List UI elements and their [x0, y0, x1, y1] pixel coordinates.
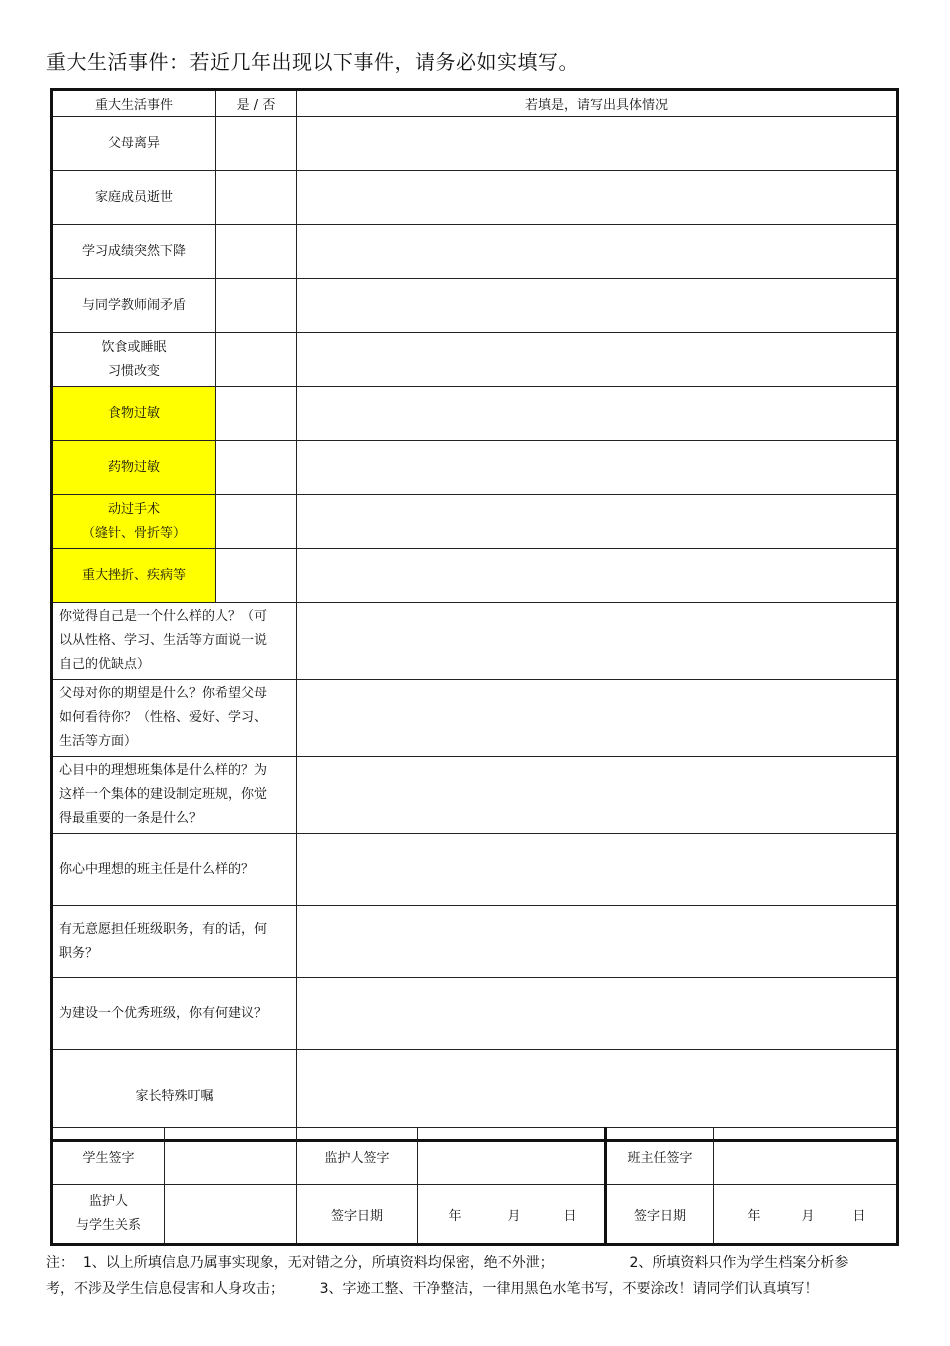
answer-field[interactable] [297, 680, 898, 757]
yes-no-field[interactable] [216, 333, 297, 387]
details-field[interactable] [297, 279, 898, 333]
question-line: 你心中理想的班主任是什么样的？ [59, 861, 255, 877]
yes-no-field[interactable] [216, 549, 297, 603]
event-row [52, 549, 898, 603]
question-row [52, 834, 898, 906]
yes-no-field[interactable] [216, 117, 297, 171]
guardian-sign-field[interactable] [418, 1128, 606, 1185]
relation-label-line1: 监护人 [88, 1194, 128, 1209]
event-row [52, 225, 898, 279]
yes-no-field[interactable] [216, 279, 297, 333]
question-line: 得最重要的一条是什么？ [59, 811, 203, 826]
question-label [52, 757, 297, 834]
footnote-line1: 注： 1、以上所填信息乃属事实现象，无对错之分，所填资料均保密，绝不外泄； 2、所填资料只作为学生档案分析参 [46, 1255, 849, 1271]
event-label [52, 171, 216, 225]
header-details: 若填是，请写出具体情况 [297, 90, 898, 117]
event-label [52, 225, 216, 279]
question-line: 生活等方面） [59, 734, 138, 749]
life-events-table [50, 88, 899, 1142]
question-line: 职务？ [59, 945, 99, 961]
event-row [52, 387, 898, 441]
event-label [52, 549, 216, 603]
month-label: 月 [507, 1208, 521, 1224]
question-row [52, 906, 898, 978]
question-line: 你觉得自己是一个什么样的人？（可 [59, 609, 268, 624]
answer-field[interactable] [297, 978, 898, 1050]
details-field[interactable] [297, 549, 898, 603]
year-label: 年 [747, 1208, 761, 1224]
table-header-row [52, 90, 898, 117]
date-field-teacher[interactable] [714, 1185, 898, 1245]
header-event: 重大生活事件 [52, 90, 216, 117]
date-row [52, 1185, 898, 1245]
yes-no-field[interactable] [216, 225, 297, 279]
answer-field[interactable] [297, 603, 898, 680]
event-label-line: 父母离异 [107, 135, 160, 151]
details-field[interactable] [297, 441, 898, 495]
question-label [52, 680, 297, 757]
relation-field[interactable] [165, 1185, 297, 1245]
relation-label-line2: 与学生关系 [75, 1218, 141, 1233]
teacher-sign-field[interactable] [714, 1128, 898, 1185]
question-label [52, 906, 297, 978]
relation-label [52, 1185, 165, 1245]
question-line: 父母对你的期望是什么？你希望父母 [59, 686, 268, 701]
event-label-line: 食物过敏 [107, 405, 160, 421]
question-line: 这样一个集体的建设制定班规，你觉 [59, 787, 268, 802]
details-field[interactable] [297, 225, 898, 279]
teacher-sign-label: 班主任签字 [606, 1128, 714, 1185]
footnote [46, 1250, 904, 1302]
event-row [52, 171, 898, 225]
details-field[interactable] [297, 387, 898, 441]
question-row [52, 978, 898, 1050]
event-label [52, 387, 216, 441]
event-row [52, 441, 898, 495]
question-label [52, 603, 297, 680]
student-sign-label: 学生签字 [52, 1128, 165, 1185]
date-label-teacher: 签字日期 [606, 1185, 714, 1245]
footnote-line2: 考，不涉及学生信息侵害和人身攻击； 3、字迹工整、干净整洁，一律用黑色水笔书写，不要涂改！请同学们认真填写！ [46, 1281, 819, 1297]
details-field[interactable] [297, 333, 898, 387]
event-label-line: 家庭成员逝世 [94, 189, 173, 205]
yes-no-field[interactable] [216, 387, 297, 441]
answer-field[interactable] [297, 906, 898, 978]
header-yes-no: 是 / 否 [216, 90, 297, 117]
form-title: 重大生活事件：若近几年出现以下事件，请务必如实填写。 [46, 50, 579, 74]
event-label-line: 饮食或睡眠 [101, 339, 167, 355]
answer-field[interactable] [297, 757, 898, 834]
event-label [52, 117, 216, 171]
date-label-guardian: 签字日期 [297, 1185, 418, 1245]
signature-row [52, 1128, 898, 1185]
yes-no-field[interactable] [216, 495, 297, 549]
parent-note-label: 家长特殊叮嘱 [52, 1050, 297, 1141]
guardian-sign-label: 监护人签字 [297, 1128, 418, 1185]
question-row [52, 757, 898, 834]
event-row [52, 495, 898, 549]
question-line: 以从性格、学习、生活等方面说一说 [59, 633, 268, 648]
question-line: 自己的优缺点） [59, 657, 151, 672]
event-row [52, 333, 898, 387]
student-sign-field[interactable] [165, 1128, 297, 1185]
event-label [52, 279, 216, 333]
event-label-line: 与同学教师闹矛盾 [81, 297, 186, 313]
question-label [52, 978, 297, 1050]
month-label: 月 [801, 1208, 815, 1224]
question-label [52, 834, 297, 906]
yes-no-field[interactable] [216, 441, 297, 495]
details-field[interactable] [297, 171, 898, 225]
question-line: 如何看待你？（性格、爱好、学习、 [59, 710, 268, 725]
question-line: 有无意愿担任班级职务，有的话，何 [59, 921, 268, 937]
day-label: 日 [563, 1208, 577, 1224]
event-label-line: 习惯改变 [107, 363, 160, 379]
event-label [52, 333, 216, 387]
event-label-line: 动过手术 [107, 501, 160, 517]
event-label-line: 药物过敏 [107, 459, 160, 475]
details-field[interactable] [297, 117, 898, 171]
year-label: 年 [448, 1208, 462, 1224]
event-label [52, 441, 216, 495]
date-field-guardian[interactable] [418, 1185, 606, 1245]
event-row [52, 117, 898, 171]
question-row [52, 603, 898, 680]
question-row [52, 680, 898, 757]
question-line: 心目中的理想班集体是什么样的？为 [59, 763, 268, 778]
event-label-line: （缝针、骨折等） [81, 525, 186, 541]
event-row [52, 279, 898, 333]
yes-no-field[interactable] [216, 171, 297, 225]
event-label-line: 学习成绩突然下降 [81, 243, 186, 259]
details-field[interactable] [297, 495, 898, 549]
event-label-line: 重大挫折、疾病等 [81, 567, 186, 583]
day-label: 日 [852, 1208, 866, 1224]
question-line: 为建设一个优秀班级，你有何建议？ [59, 1005, 268, 1021]
signature-table [50, 1127, 899, 1246]
answer-field[interactable] [297, 834, 898, 906]
event-label [52, 495, 216, 549]
